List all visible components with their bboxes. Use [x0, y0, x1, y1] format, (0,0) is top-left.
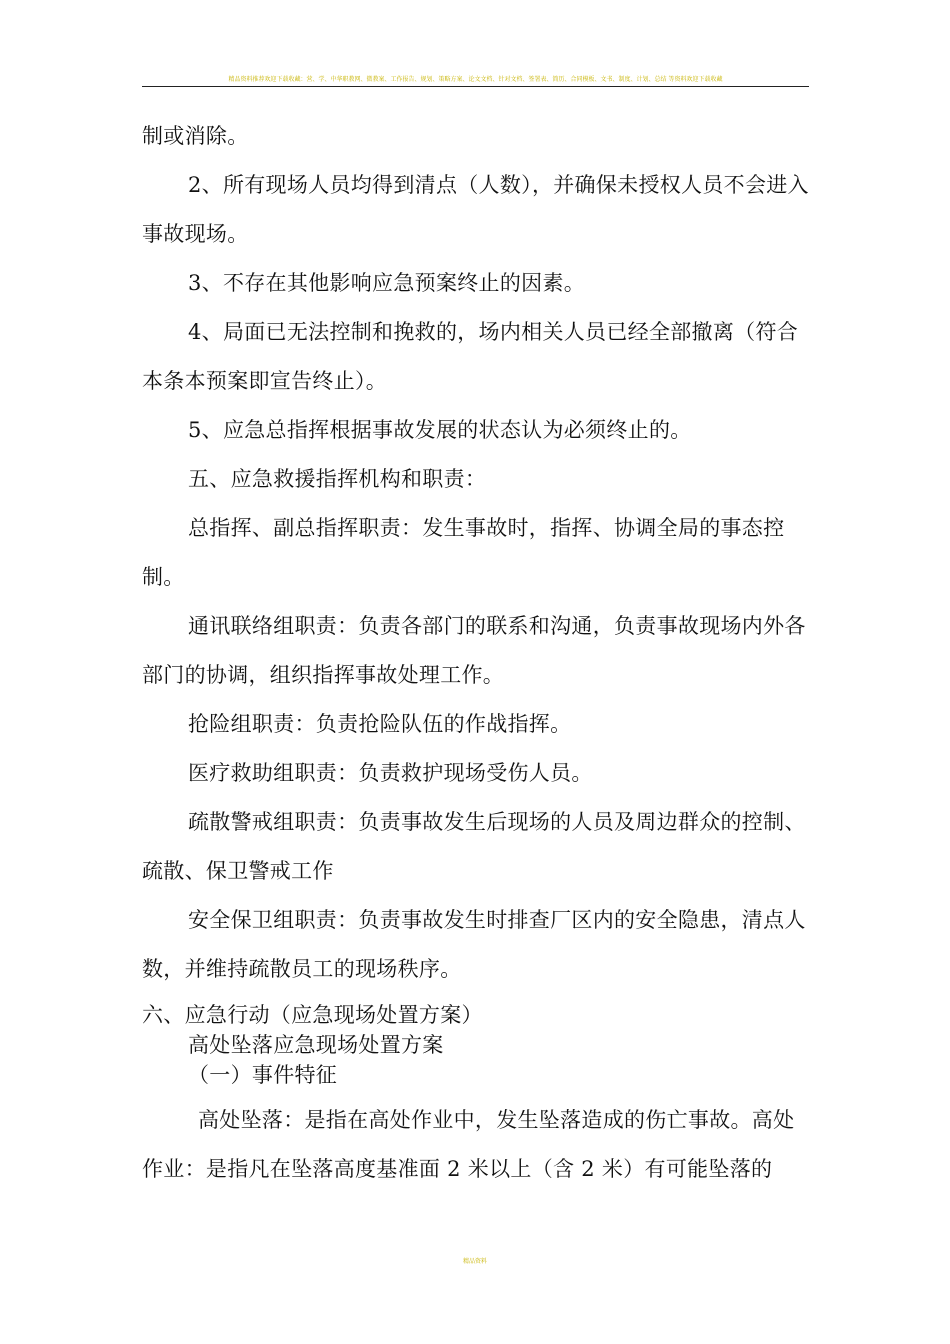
paragraph-commander-duty: 总指挥、副总指挥职责：发生事故时，指挥、协调全局的事态控制。: [142, 516, 785, 589]
paragraph-rescue-duty: 抢险组职责：负责抢险队伍的作战指挥。: [188, 712, 572, 736]
paragraph-security-duty: 安全保卫组职责：负责事故发生时排查厂区内的安全隐患，清点人数，并维持疏散员工的现场秩序。: [142, 908, 806, 981]
paragraph-item-3: 3、不存在其他影响应急预案终止的因素。: [188, 271, 586, 295]
paragraph-item-5: 5、应急总指挥根据事故发展的状态认为必须终止的。: [188, 418, 692, 442]
document-body: [142, 112, 809, 1194]
page-header: 精品资料推荐欢迎下载收藏：营、学、中华职教网、微教案、工作报告、规划、策略方案、论文文档、针对文档、签署表、简历、合同模板、文书、制度、计划、总结 等资料欢迎下载收藏: [228, 76, 723, 83]
header-rule: [142, 86, 809, 87]
section-heading-6: 六、应急行动（应急现场处置方案）: [142, 1003, 483, 1027]
paragraph-item-2: 2、所有现场人员均得到清点（人数），并确保未授权人员不会进入事故现场。: [142, 173, 809, 246]
subsection-heading-1: （一）事件特征: [188, 1063, 338, 1087]
paragraph-communication-duty: 通讯联络组职责：负责各部门的联系和沟通，负责事故现场内外各部门的协调，组织指挥事故处理工作。: [142, 614, 806, 687]
section-heading-5: 五、应急救援指挥机构和职责：: [188, 467, 487, 491]
page-footer: 精品资料: [462, 1258, 487, 1265]
paragraph-item-4: 4、局面已无法控制和挽救的，场内相关人员已经全部撤离（符合本条本预案即宣告终止）。: [142, 320, 799, 393]
paragraph-continuation: 制或消除。: [142, 124, 249, 148]
paragraph-medical-duty: 医疗救助组职责：负责救护现场受伤人员。: [188, 761, 593, 785]
plan-title: 高处坠落应急现场处置方案: [188, 1033, 444, 1057]
paragraph-evacuation-duty: 疏散警戒组职责：负责事故发生后现场的人员及周边群众的控制、疏散、保卫警戒工作: [142, 810, 806, 883]
paragraph-fall-definition: 高处坠落：是指在高处作业中，发生坠落造成的伤亡事故。高处作业：是指凡在坠落高度基准面 2 米以上（含 2 米）有可能坠落的: [142, 1108, 795, 1181]
